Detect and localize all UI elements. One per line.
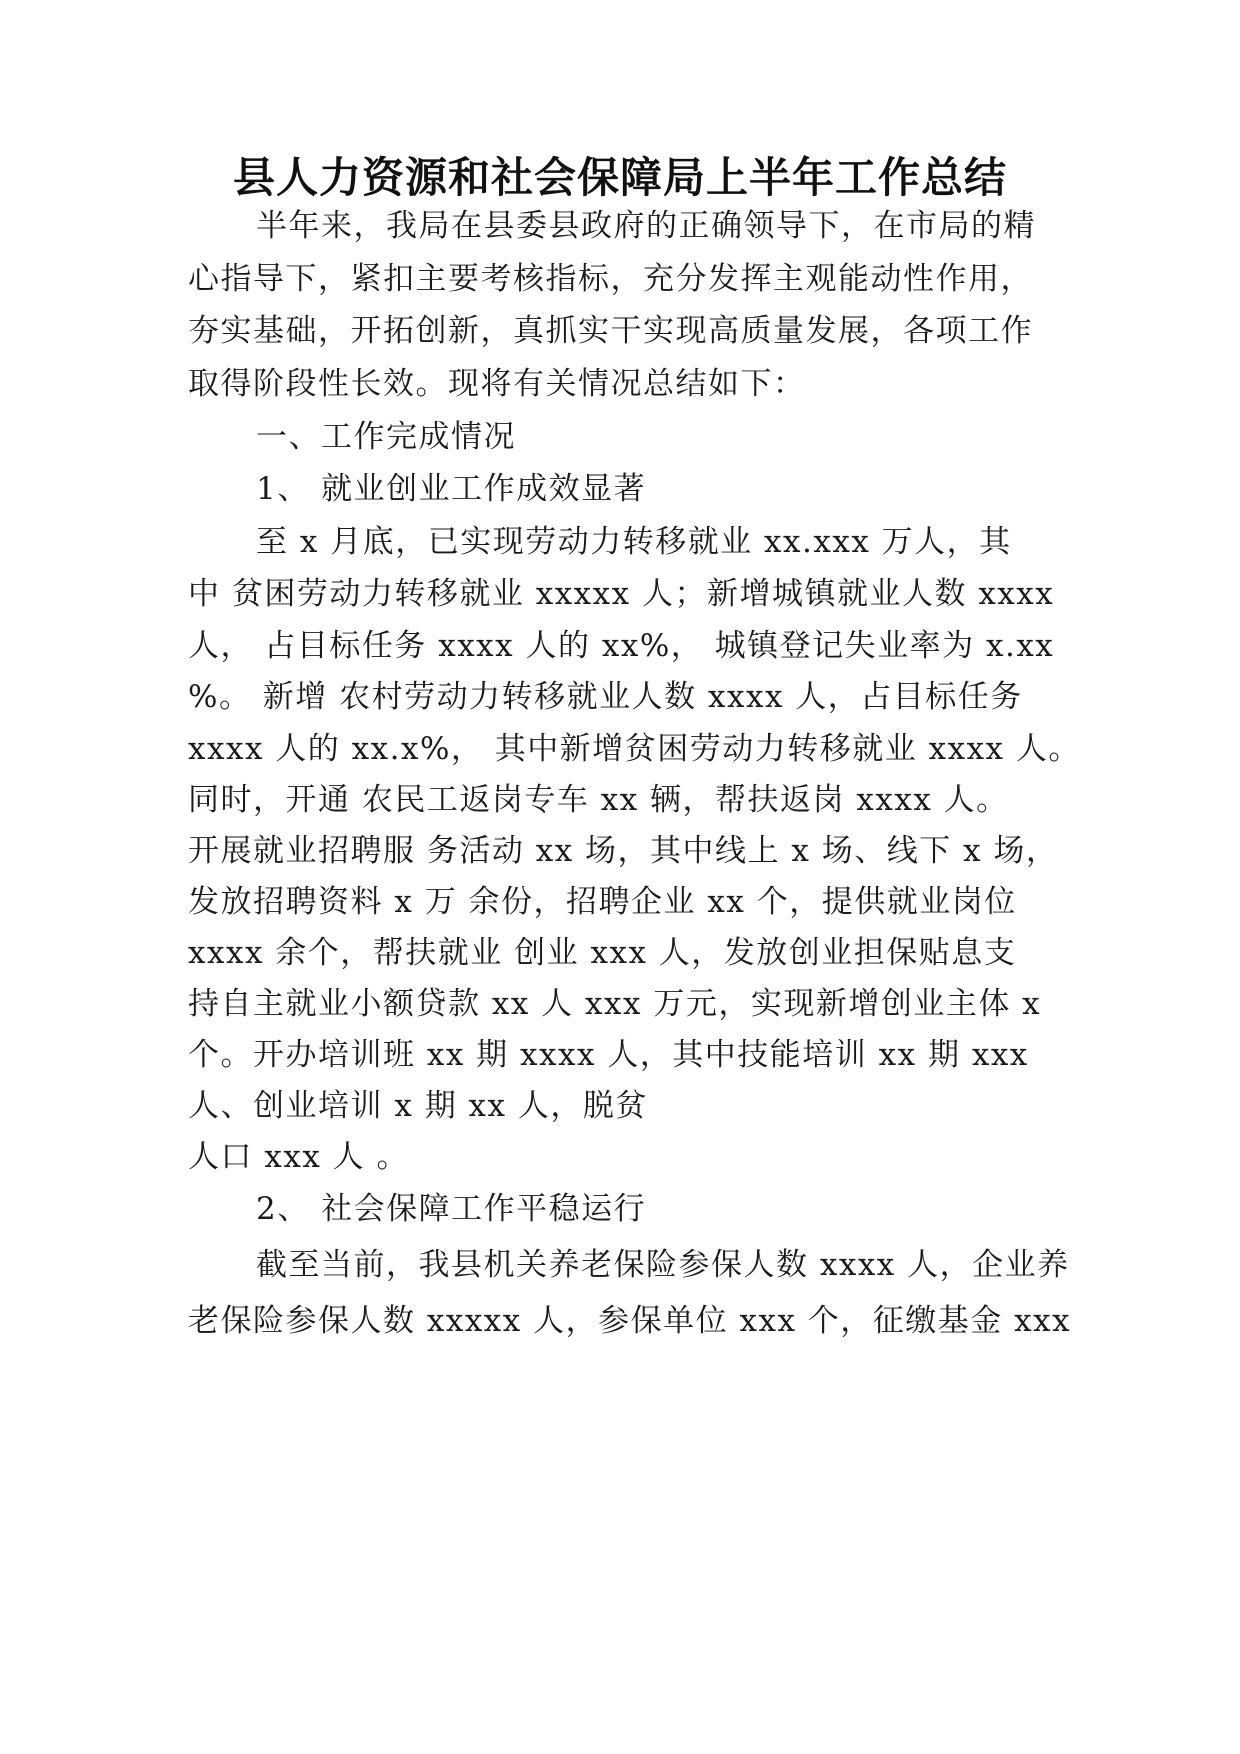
- paragraph-line: 人， 占目标任务 xxxx 人的 xx%， 城镇登记失业率为 x.xx: [188, 628, 1055, 664]
- paragraph-line: %。 新增 农村劳动力转移就业人数 xxxx 人，占目标任务: [188, 679, 1023, 715]
- subsection-heading: 1、 就业创业工作成效显著: [256, 471, 647, 507]
- document-title: 县人力资源和社会保障局上半年工作总结: [232, 153, 1007, 202]
- paragraph-line: 发放招聘资料 x 万 余份，招聘企业 xx 个，提供就业岗位: [188, 884, 1017, 920]
- paragraph-line: 同时，开通 农民工返岗专车 xx 辆，帮扶返岗 xxxx 人。: [188, 782, 1009, 818]
- paragraph-line: 中 贫困劳动力转移就业 xxxxx 人；新增城镇就业人数 xxxx: [188, 576, 1055, 612]
- paragraph-line: 持自主就业小额贷款 xx 人 xxx 万元，实现新增创业主体 x: [188, 986, 1042, 1022]
- paragraph-line: xxxx 余个，帮扶就业 创业 xxx 人，发放创业担保贴息支: [188, 935, 1017, 971]
- paragraph-line: 人口 xxx 人 。: [188, 1139, 410, 1175]
- paragraph-line: 个。开办培训班 xx 期 xxxx 人，其中技能培训 xx 期 xxx: [188, 1037, 1029, 1073]
- paragraph-line: 开展就业招聘服 务活动 xx 场，其中线上 x 场、线下 x 场，: [188, 833, 1059, 869]
- paragraph-line: 取得阶段性长效。现将有关情况总结如下：: [188, 366, 806, 402]
- section-heading: 一、工作完成情况: [256, 419, 516, 455]
- paragraph-line: 人、创业培训 x 期 xx 人，脱贫: [188, 1088, 648, 1124]
- paragraph-line: 心指导下，紧扣主要考核指标，充分发挥主观能动性作用，: [188, 261, 1033, 297]
- paragraph-line: 夯实基础，开拓创新，真抓实干实现高质量发展，各项工作: [188, 313, 1033, 349]
- paragraph-line: 半年来，我局在县委县政府的正确领导下，在市局的精: [256, 208, 1036, 244]
- paragraph-line: 至 x 月底，已实现劳动力转移就业 xx.xxx 万人，其: [256, 524, 1012, 560]
- paragraph-line: 截至当前，我县机关养老保险参保人数 xxxx 人，企业养: [256, 1247, 1070, 1283]
- subsection-heading: 2、 社会保障工作平稳运行: [256, 1191, 647, 1227]
- paragraph-line: 老保险参保人数 xxxxx 人，参保单位 xxx 个，征缴基金 xxx: [188, 1303, 1072, 1339]
- paragraph-line: xxxx 人的 xx.x%， 其中新增贫困劳动力转移就业 xxxx 人。: [188, 731, 1081, 767]
